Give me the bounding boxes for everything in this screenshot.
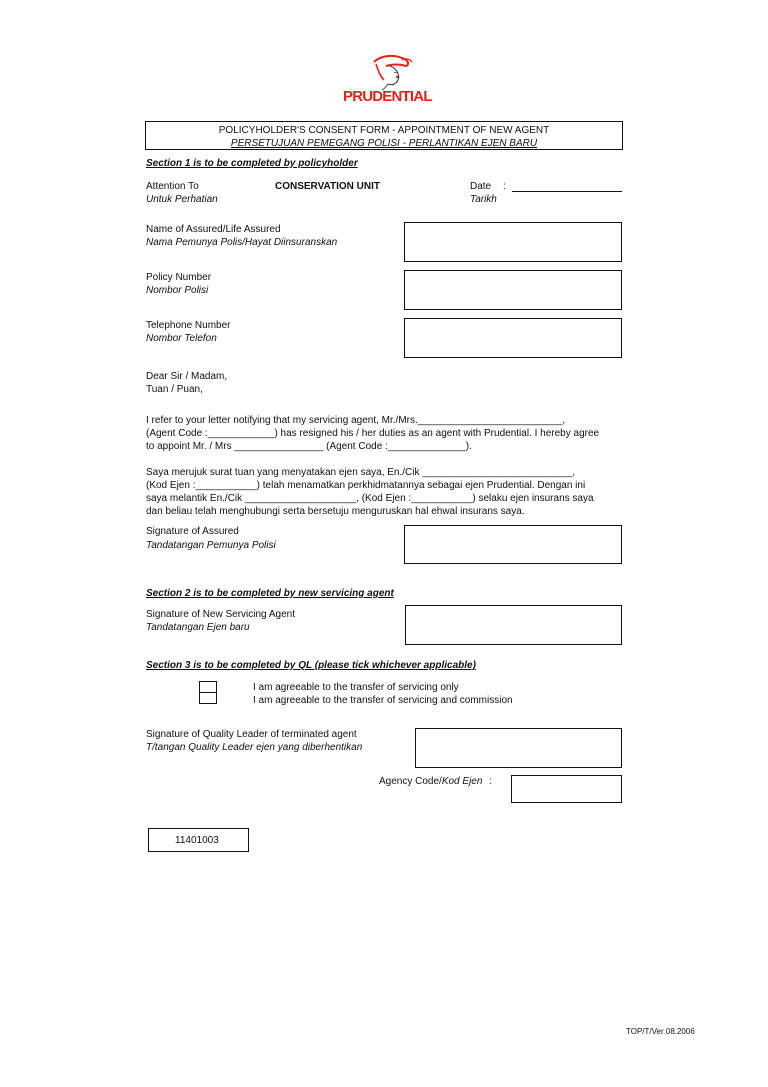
agency-code-field[interactable]	[511, 775, 622, 803]
ql-signature-label: Signature of Quality Leader of terminated agent	[146, 729, 357, 740]
attention-label-ms: Untuk Perhatian	[146, 194, 218, 205]
paragraph-ms-line-4: dan beliau telah menghubungi serta bersetuju menguruskan hal ehwal insurans saya.	[146, 506, 525, 517]
agency-code-colon: :	[489, 776, 492, 787]
form-title-box	[145, 121, 623, 150]
paragraph-ms-line-3: saya melantik En./Cik ____________________, (Kod Ejen :___________) selaku ejen insurans saya	[146, 493, 594, 504]
option-servicing-commission-checkbox[interactable]	[199, 692, 217, 704]
option-servicing-commission-label: I am agreeable to the transfer of servicing and commission	[253, 695, 513, 706]
signature-new-agent-field[interactable]	[405, 605, 622, 645]
ql-signature-field[interactable]	[415, 728, 622, 768]
form-title: POLICYHOLDER'S CONSENT FORM - APPOINTMENT OF NEW AGENT	[218, 125, 550, 136]
ql-signature-label-ms: T/tangan Quality Leader ejen yang diberhentikan	[146, 742, 363, 753]
paragraph-en-line-2: (Agent Code :____________) has resigned his / her duties as an agent with Prudential. I hereby agree	[146, 428, 600, 439]
telephone-label: Telephone Number	[146, 320, 231, 331]
signature-new-agent-label-ms: Tandatangan Ejen baru	[146, 622, 250, 633]
policy-number-label-ms: Nombor Polisi	[146, 285, 209, 296]
date-label-ms: Tarikh	[470, 194, 497, 205]
reference-code: 11401003	[175, 835, 219, 846]
section-1-heading: Section 1 is to be completed by policyholder	[146, 158, 358, 169]
prudence-head-icon	[366, 54, 416, 92]
agency-code-label-ms: Kod Ejen	[441, 776, 483, 787]
paragraph-en-line-1: I refer to your letter notifying that my servicing agent, Mr./Mrs.__________________________,	[146, 415, 566, 426]
policy-number-label: Policy Number	[146, 272, 212, 283]
agency-code-label	[379, 776, 492, 787]
signature-assured-label-ms: Tandatangan Pemunya Polisi	[146, 540, 276, 551]
name-label-ms: Nama Pemunya Polis/Hayat Diinsuranskan	[146, 237, 338, 248]
name-label: Name of Assured/Life Assured	[146, 224, 281, 235]
section-2-heading: Section 2 is to be completed by new servicing agent	[146, 588, 394, 599]
paragraph-ms-line-1: Saya merujuk surat tuan yang menyatakan ejen saya, En./Cik ___________________________,	[146, 467, 576, 478]
salutation-ms: Tuan / Puan,	[146, 384, 203, 395]
name-field[interactable]	[404, 222, 622, 262]
signature-new-agent-label: Signature of New Servicing Agent	[146, 609, 295, 620]
form-version: TOP/T/Ver 08.2006	[626, 1027, 695, 1036]
signature-assured-label: Signature of Assured	[146, 526, 239, 537]
signature-assured-field[interactable]	[404, 525, 622, 564]
policy-number-field[interactable]	[404, 270, 622, 310]
option-servicing-only-label: I am agreeable to the transfer of servicing only	[253, 682, 459, 693]
salutation: Dear Sir / Madam,	[146, 371, 228, 382]
paragraph-ms-line-2: (Kod Ejen :___________) telah menamatkan perkhidmatannya sebagai ejen Prudential. Dengan ini	[146, 480, 586, 491]
section-3-heading: Section 3 is to be completed by QL (please tick whichever applicable)	[146, 660, 476, 671]
agency-code-label-en: Agency Code/	[379, 776, 442, 787]
brand-name: PRUDENTIAL	[343, 88, 432, 105]
telephone-field[interactable]	[404, 318, 622, 358]
attention-label: Attention To	[146, 181, 199, 192]
attention-value: CONSERVATION UNIT	[275, 181, 381, 192]
date-colon: :	[503, 181, 506, 192]
date-label: Date	[470, 181, 492, 192]
telephone-label-ms: Nombor Telefon	[146, 333, 217, 344]
reference-code-box	[148, 828, 249, 852]
form-subtitle: PERSETUJUAN PEMEGANG POLISI - PERLANTIKAN EJEN BARU	[230, 138, 538, 149]
paragraph-en-line-3: to appoint Mr. / Mrs ________________ (Agent Code :______________).	[146, 441, 472, 452]
date-field[interactable]	[512, 191, 622, 192]
